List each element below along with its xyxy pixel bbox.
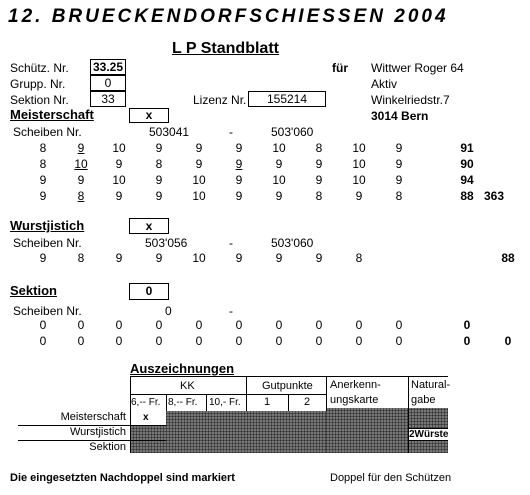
sektion-scheiben-label: Scheiben Nr. [13,304,82,318]
meisterschaft-shot: 10 [272,173,286,187]
sektion-shot: 0 [39,318,47,332]
meisterschaft-row-total: 91 [460,141,474,155]
wurstjistich-shot: 8 [355,251,363,265]
lizenz-label: Lizenz Nr. [193,93,247,107]
sektion-row-total: 0 [463,318,471,332]
wurstjistich-scheiben-to: 503'060 [271,236,314,250]
meisterschaft-shot: 9 [115,157,123,171]
row-sektion: Sektion [89,441,126,453]
gruppe-label: Grupp. Nr. [10,77,66,91]
wurstjistich-total: 88 [501,251,515,265]
wurstjistich-shot: 10 [192,251,206,265]
meisterschaft-shot: 9 [195,157,203,171]
sektion-shot: 0 [39,334,47,348]
meisterschaft-shot: 10 [192,189,206,203]
sektion-shot: 0 [155,318,163,332]
schuetz-label: Schütz. Nr. [10,61,69,75]
gruppe-nr-box: 0 [90,75,126,91]
naturalgabe-label-2: gabe [411,394,436,406]
meisterschaft-award-mark: x [143,412,149,423]
wurstjistich-shot: 9 [155,251,163,265]
gutpunkte-label: Gutpunkte [262,380,313,392]
meisterschaft-shot: 10 [352,157,366,171]
shooter-status: Aktiv [371,77,398,91]
sektion-shot: 0 [315,334,323,348]
sektion-shot: 0 [315,318,323,332]
footer-note-left: Die eingesetzten Nachdoppel sind markiert [10,472,235,484]
row-meisterschaft: Meisterschaft [60,411,126,423]
meisterschaft-grand-total: 363 [483,189,505,203]
anerkennung-label-1: Anerkenn- [330,379,381,391]
meisterschaft-shot: 9 [315,157,323,171]
meisterschaft-shot: 9 [155,141,163,155]
auszeichnungen-heading: Auszeichnungen [130,361,235,376]
meisterschaft-scheiben-from: 503041 [149,125,190,139]
meisterschaft-shot: 9 [355,189,363,203]
meisterschaft-shot: 9 [195,141,203,155]
meisterschaft-shot: 9 [115,189,123,203]
meisterschaft-scheiben-dash: - [229,125,233,139]
wurstjistich-scheiben-label: Scheiben Nr. [13,236,82,250]
sektion-nr-label: Sektion Nr. [10,93,69,107]
wurstjistich-naturalgabe: 2Würste [409,429,449,440]
meisterschaft-heading: Meisterschaft [10,107,94,122]
col-8fr: 8,-- Fr. [168,397,198,408]
sektion-scheiben-from: 0 [165,304,172,318]
schuetz-nr-box: 33.25 [90,59,126,75]
meisterschaft-shot: 8 [77,189,85,203]
meisterschaft-shot: 8 [39,141,47,155]
meisterschaft-shot: 9 [395,173,403,187]
footer-note-right: Doppel für den Schützen [330,472,452,484]
meisterschaft-shot: 9 [235,141,243,155]
meisterschaft-shot: 9 [275,189,283,203]
meisterschaft-shot: 10 [74,157,88,171]
wurstjistich-shot: 9 [235,251,243,265]
meisterschaft-shot: 10 [352,173,366,187]
meisterschaft-shot: 9 [395,141,403,155]
sektion-shot: 0 [395,334,403,348]
wurstjistich-heading: Wurstjistich [10,218,85,233]
sektion-shot: 0 [275,318,283,332]
meisterschaft-shot: 8 [315,141,323,155]
shooter-city: 3014 Bern [371,109,429,123]
fuer-label: für [332,61,348,75]
meisterschaft-shot: 9 [39,189,47,203]
meisterschaft-mark-box: x [129,108,169,123]
hatch-anerkennung [326,408,408,453]
col-10fr: 10,- Fr. [209,397,241,408]
sheet-subtitle: L P Standblatt [172,40,279,57]
meisterschaft-shot: 9 [77,173,85,187]
sektion-shot: 0 [235,318,243,332]
sektion-shot: 0 [355,334,363,348]
hatch-6fr [130,425,166,453]
sektion-shot: 0 [155,334,163,348]
meisterschaft-shot: 8 [155,157,163,171]
meisterschaft-row-total: 88 [460,189,474,203]
wurstjistich-mark-box: x [129,218,169,234]
wurstjistich-shot: 9 [115,251,123,265]
shooter-name: Wittwer Roger 64 [371,61,464,75]
meisterschaft-shot: 9 [235,157,243,171]
meisterschaft-shot: 9 [77,141,85,155]
sektion-mark-box: 0 [129,283,169,300]
meisterschaft-shot: 10 [272,141,286,155]
naturalgabe-label-1: Natural- [411,379,451,391]
hatch-kk-gut [166,411,326,453]
col-6fr: 6,-- Fr. [131,397,161,408]
wurstjistich-shot: 8 [77,251,85,265]
sektion-shot: 0 [195,334,203,348]
meisterschaft-shot: 9 [315,173,323,187]
meisterschaft-row-total: 90 [460,157,474,171]
sektion-grand-total: 0 [504,334,512,348]
wurstjistich-scheiben-from: 503'056 [145,236,188,250]
wurstjistich-shot: 9 [275,251,283,265]
meisterschaft-shot: 9 [395,157,403,171]
wurstjistich-scheiben-dash: - [229,236,233,250]
meisterschaft-shot: 8 [315,189,323,203]
lizenz-nr-box: 155214 [248,91,326,107]
meisterschaft-shot: 9 [155,189,163,203]
anerkennung-label-2: ungskarte [330,394,379,406]
sektion-shot: 0 [235,334,243,348]
meisterschaft-row-total: 94 [460,173,474,187]
sektion-shot: 0 [115,318,123,332]
wurstjistich-shot: 9 [315,251,323,265]
sektion-shot: 0 [77,334,85,348]
page-title: 12. BRUECKENDORFSCHIESSEN 2004 [8,6,449,27]
sektion-row-total: 0 [463,334,471,348]
sektion-shot: 0 [355,318,363,332]
wurstjistich-shot: 9 [39,251,47,265]
shooter-street: Winkelriedstr.7 [371,93,450,107]
col-gutpunkte-1: 1 [264,396,271,408]
hatch-gabe-bottom [408,440,448,453]
sektion-shot: 0 [115,334,123,348]
meisterschaft-shot: 9 [39,173,47,187]
meisterschaft-shot: 9 [235,189,243,203]
meisterschaft-shot: 8 [39,157,47,171]
row-wurstjistich: Wurstjistich [69,426,126,438]
meisterschaft-shot: 10 [352,141,366,155]
sektion-shot: 0 [77,318,85,332]
sektion-scheiben-dash: - [229,304,233,318]
meisterschaft-scheiben-label: Scheiben Nr. [13,125,82,139]
sektion-heading: Sektion [10,283,57,298]
meisterschaft-shot: 10 [112,141,126,155]
kk-label: KK [180,380,195,392]
col-gutpunkte-2: 2 [304,396,311,408]
meisterschaft-scheiben-to: 503'060 [271,125,314,139]
meisterschaft-shot: 10 [112,173,126,187]
sektion-shot: 0 [275,334,283,348]
sektion-shot: 0 [395,318,403,332]
meisterschaft-shot: 8 [395,189,403,203]
sektion-shot: 0 [195,318,203,332]
meisterschaft-shot: 9 [155,173,163,187]
sektion-nr-box: 33 [90,91,126,107]
meisterschaft-shot: 9 [235,173,243,187]
hatch-gabe-top [408,408,448,428]
meisterschaft-shot: 9 [275,157,283,171]
meisterschaft-shot: 10 [192,173,206,187]
